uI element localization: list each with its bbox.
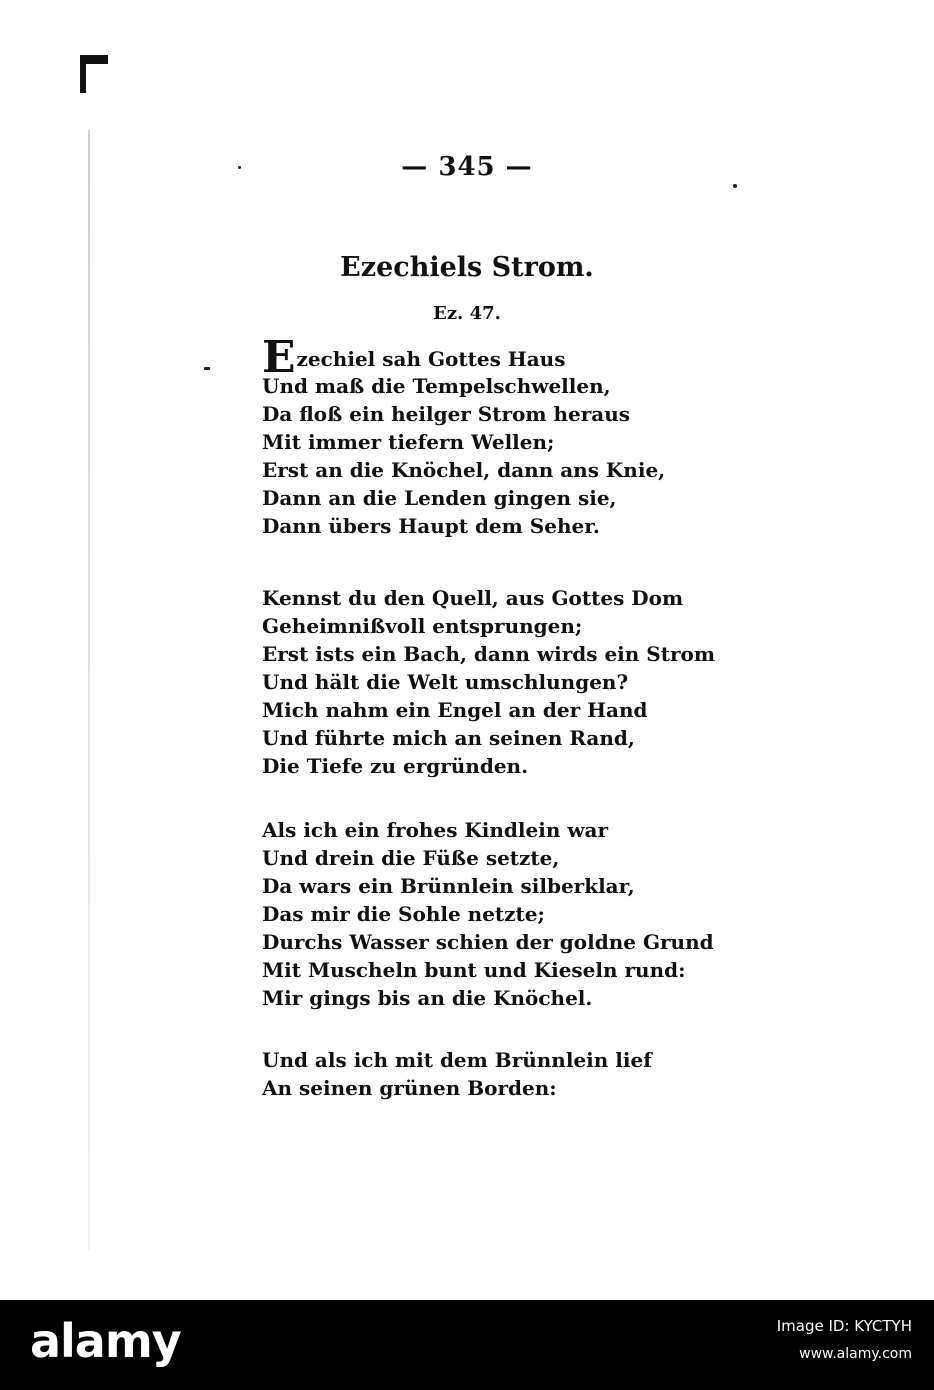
poem-title: Ezechiels Strom. bbox=[340, 252, 594, 283]
verse-line: Kennst du den Quell, aus Gottes Dom bbox=[262, 586, 684, 610]
verse-line: Und maß die Tempelschwellen, bbox=[262, 374, 611, 398]
verse-line: Und drein die Füße setzte, bbox=[262, 846, 560, 870]
verse-line: Das mir die Sohle netzte; bbox=[262, 902, 545, 926]
verse-line: Und als ich mit dem Brünnlein lief bbox=[262, 1048, 652, 1072]
verse-line: Und hält die Welt umschlungen? bbox=[262, 670, 629, 694]
stanza-3 bbox=[262, 816, 714, 1012]
verse-line: Erst ists ein Bach, dann wirds ein Strom bbox=[262, 642, 715, 666]
verse-line: Geheimnißvoll entsprungen; bbox=[262, 614, 583, 638]
print-speck bbox=[204, 367, 210, 370]
site-url: www.alamy.com bbox=[799, 1346, 912, 1362]
verse-line: Ezechiel sah Gottes Haus bbox=[262, 332, 566, 383]
verse-line: Und führte mich an seinen Rand, bbox=[262, 726, 635, 750]
footer-meta bbox=[777, 1316, 912, 1364]
verse-line: Dann an die Lenden gingen sie, bbox=[262, 486, 617, 510]
watermark-footer bbox=[0, 1300, 934, 1390]
verse-line: Da wars ein Brünnlein silberklar, bbox=[262, 874, 635, 898]
verse-line: Die Tiefe zu ergründen. bbox=[262, 754, 529, 778]
verse-line: Erst an die Knöchel, dann ans Knie, bbox=[262, 458, 666, 482]
verse-line: Da floß ein heilger Strom heraus bbox=[262, 402, 631, 426]
image-id-label: Image ID: KYCTYH bbox=[776, 1317, 912, 1335]
verse-line: Mit immer tiefern Wellen; bbox=[262, 430, 555, 454]
drop-cap: E bbox=[262, 332, 296, 383]
page-gutter-line bbox=[88, 130, 90, 1250]
verse-line: Mir gings bis an die Knöchel. bbox=[262, 986, 593, 1010]
alamy-logo: alamy bbox=[30, 1314, 181, 1368]
scripture-reference: Ez. 47. bbox=[433, 303, 501, 324]
verse-line: Dann übers Haupt dem Seher. bbox=[262, 514, 600, 538]
print-speck bbox=[238, 166, 241, 169]
verse-line: Als ich ein frohes Kindlein war bbox=[262, 818, 609, 842]
stanza-2 bbox=[262, 584, 715, 780]
stanza-1 bbox=[262, 332, 702, 540]
page-number: — 345 — bbox=[401, 152, 533, 182]
print-speck bbox=[733, 184, 737, 188]
corner-crop-mark bbox=[80, 55, 108, 93]
stanza-4 bbox=[262, 1046, 702, 1102]
verse-line: Mich nahm ein Engel an der Hand bbox=[262, 698, 648, 722]
verse-line: Durchs Wasser schien der goldne Grund bbox=[262, 930, 714, 954]
verse-line: An seinen grünen Borden: bbox=[262, 1076, 557, 1100]
verse-line: Mit Muscheln bunt und Kieseln rund: bbox=[262, 958, 686, 982]
